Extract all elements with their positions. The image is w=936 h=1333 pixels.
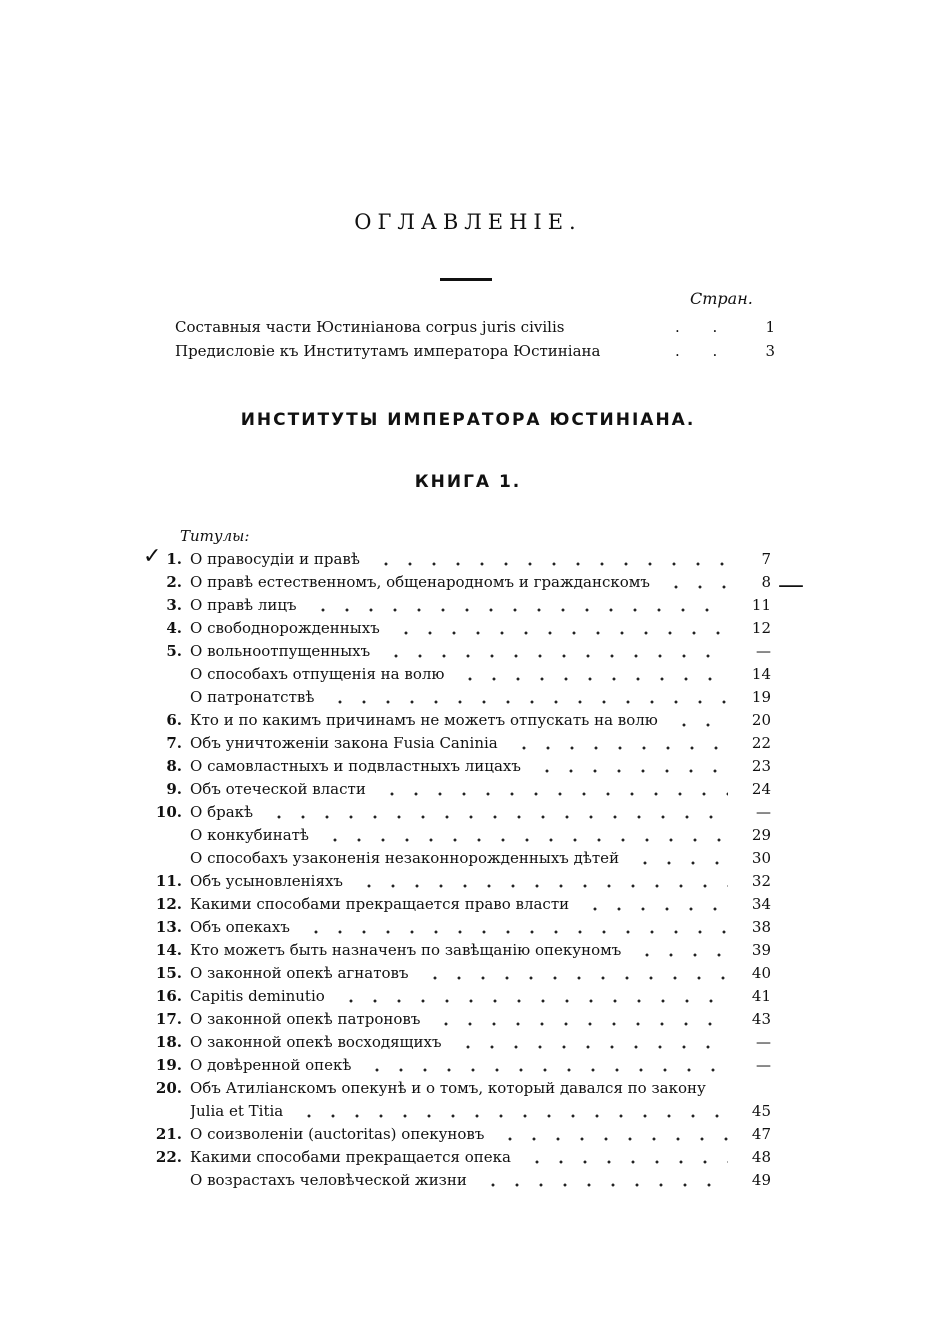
dot-leader (458, 663, 728, 686)
toc-entry (0, 801, 936, 824)
entry-page: 47 (751, 1125, 771, 1143)
dot-fill (267, 814, 728, 820)
dot-leader (304, 916, 728, 939)
entry-number: 17. (155, 1010, 182, 1028)
entry-number: 1. (166, 550, 182, 568)
entry-text: О конкубинатѣ (190, 826, 309, 844)
entry-text: Capitis deminutio (190, 987, 325, 1005)
entry-page: 39 (751, 941, 771, 959)
titles-label: Титулы: (180, 527, 250, 545)
dot-fill (423, 975, 728, 981)
entry-text: О самовластныхъ и подвластныхъ лицахъ (190, 757, 521, 775)
toc-entry (0, 985, 936, 1008)
dot-leader (339, 985, 728, 1008)
toc-entry (0, 709, 936, 732)
dot-fill (357, 883, 728, 889)
entry-page: — (756, 642, 771, 660)
dot-fill (339, 998, 728, 1004)
dot-leader (323, 824, 728, 847)
entry-text: О законной опекѣ агнатовъ (190, 964, 409, 982)
toc-entry (0, 778, 936, 801)
entry-text: О правѣ лицъ (190, 596, 297, 614)
entry-text: О свободнорожденныхъ (190, 619, 380, 637)
entry-text: О бракѣ (190, 803, 254, 821)
dot-fill (498, 1136, 728, 1142)
entry-text: О соизволеніи (auctoritas) опекуновъ (190, 1125, 485, 1143)
title-divider (440, 278, 492, 281)
toc-entry (0, 571, 936, 594)
dot-leader: . . (675, 318, 732, 336)
entry-text: О способахъ узаконенія незаконнорожденныхъ дѣтей (190, 849, 620, 867)
dot-fill (380, 791, 728, 797)
toc-entry (0, 617, 936, 640)
toc-entry (0, 893, 936, 916)
dot-leader (512, 732, 728, 755)
entry-text: О патронатствѣ (190, 688, 315, 706)
entry-page: 34 (751, 895, 771, 913)
toc-entry (0, 1054, 936, 1077)
entry-number: 8. (166, 757, 182, 775)
dot-leader (357, 870, 728, 893)
entry-page: 12 (751, 619, 771, 637)
dot-leader (380, 778, 728, 801)
dot-fill (525, 1159, 728, 1165)
entry-text: О законной опекѣ восходящихъ (190, 1033, 442, 1051)
toc-entry (0, 1100, 936, 1123)
toc-entry (0, 962, 936, 985)
entry-number: 12. (155, 895, 182, 913)
dot-leader (434, 1008, 728, 1031)
dot-leader (394, 617, 728, 640)
entry-page: 48 (751, 1148, 771, 1166)
entry-page: 14 (751, 665, 771, 683)
toc-entry (0, 1008, 936, 1031)
dot-leader (635, 939, 728, 962)
dot-fill (328, 699, 728, 705)
dot-fill (374, 561, 728, 567)
dot-fill (394, 630, 728, 636)
dot-leader (664, 571, 728, 594)
entry-number: 6. (166, 711, 182, 729)
entry-page: 7 (761, 550, 771, 568)
entry-number: 22. (155, 1148, 182, 1166)
dot-fill (304, 929, 728, 935)
book-heading: КНИГА 1. (414, 472, 522, 492)
dot-leader (583, 893, 728, 916)
entry-number: 3. (166, 596, 182, 614)
entry-page: 30 (751, 849, 771, 867)
toc-entry (0, 1077, 936, 1100)
entry-text: Кто можетъ быть назначенъ по завѣщанію опекуномъ (190, 941, 622, 959)
dot-fill (583, 906, 728, 912)
entry-text: О вольноотпущенныхъ (190, 642, 371, 660)
toc-entry (0, 870, 936, 893)
entry-number: 13. (155, 918, 182, 936)
entry-page: 20 (751, 711, 771, 729)
entry-page: 40 (751, 964, 771, 982)
entry-text: Составныя части Юстиніанова corpus juris civilis (175, 318, 565, 336)
dot-fill (434, 1021, 728, 1027)
dot-leader (535, 755, 728, 778)
dot-fill (456, 1044, 728, 1050)
toc-entry (0, 824, 936, 847)
toc-entry (0, 916, 936, 939)
entry-page: 29 (751, 826, 771, 844)
entry-text: Объ усыновленіяхъ (190, 872, 343, 890)
dot-fill (672, 722, 728, 728)
entry-page: 38 (751, 918, 771, 936)
toc-entry (0, 1031, 936, 1054)
toc-entry (0, 847, 936, 870)
dot-fill (365, 1067, 728, 1073)
entry-page: 8 (761, 573, 771, 591)
entry-page: 24 (751, 780, 771, 798)
entry-text: Предисловіе къ Институтамъ императора Юстиніана (175, 342, 601, 360)
dot-fill (664, 584, 728, 590)
dot-fill (384, 653, 728, 659)
entry-text: Какими способами прекращается опека (190, 1148, 511, 1166)
entry-page: 23 (751, 757, 771, 775)
entry-number: 18. (155, 1033, 182, 1051)
entry-number: 16. (155, 987, 182, 1005)
toc-entry (0, 594, 936, 617)
toc-entry (0, 1146, 936, 1169)
toc-entry (0, 1123, 936, 1146)
entry-text: О довѣренной опекѣ (190, 1056, 352, 1074)
margin-dash-mark: — (778, 570, 804, 600)
dot-leader (384, 640, 728, 663)
dot-fill (323, 837, 728, 843)
dot-leader (498, 1123, 728, 1146)
dot-leader: . . (675, 342, 732, 360)
dot-fill (458, 676, 728, 682)
entry-page: — (756, 803, 771, 821)
dot-leader (525, 1146, 728, 1169)
dot-fill (633, 860, 728, 866)
dot-fill (311, 607, 728, 613)
page-column-label: Стран. (690, 289, 753, 308)
entry-page: 32 (751, 872, 771, 890)
entry-page: 3 (765, 342, 775, 360)
dot-leader (297, 1100, 728, 1123)
entry-number: 7. (166, 734, 182, 752)
entry-text: О возрастахъ человѣческой жизни (190, 1171, 467, 1189)
dot-leader (633, 847, 728, 870)
dot-leader (423, 962, 728, 985)
entry-page: 41 (751, 987, 771, 1005)
table-of-contents (0, 548, 936, 1192)
entry-text: О правосудіи и правѣ (190, 550, 360, 568)
toc-entry (0, 686, 936, 709)
entry-text: Объ отеческой власти (190, 780, 366, 798)
entry-number: 20. (155, 1079, 182, 1097)
dot-fill (297, 1113, 728, 1119)
entry-text: Объ уничтоженіи закона Fusia Caninia (190, 734, 498, 752)
dot-leader (267, 801, 728, 824)
dot-fill (512, 745, 728, 751)
toc-entry (0, 1169, 936, 1192)
entry-text: Объ Атиліанскомъ опекунѣ и о томъ, который давался по закону (190, 1079, 706, 1097)
toc-entry (0, 663, 936, 686)
dot-fill (635, 952, 728, 958)
dot-leader (328, 686, 728, 709)
dot-fill (481, 1182, 728, 1188)
entry-number: 15. (155, 964, 182, 982)
toc-entry (0, 732, 936, 755)
entry-page: — (756, 1033, 771, 1051)
entry-number: 14. (155, 941, 182, 959)
entry-page: 45 (751, 1102, 771, 1120)
entry-text: Julia et Titia (190, 1102, 284, 1120)
entry-number: 21. (155, 1125, 182, 1143)
dot-leader (481, 1169, 728, 1192)
entry-number: 9. (166, 780, 182, 798)
dot-fill (535, 768, 728, 774)
dot-leader (365, 1054, 728, 1077)
entry-number: 5. (166, 642, 182, 660)
entry-number: 19. (155, 1056, 182, 1074)
toc-entry (0, 548, 936, 571)
entry-text: О правѣ естественномъ, общенародномъ и гражданскомъ (190, 573, 650, 591)
entry-number: 2. (166, 573, 182, 591)
section-heading: ИНСТИТУТЫ ИМПЕРАТОРА ЮСТИНІАНА. (240, 410, 696, 430)
entry-page: 22 (751, 734, 771, 752)
toc-entry (0, 755, 936, 778)
entry-page: 49 (751, 1171, 771, 1189)
entry-text: Какими способами прекращается право власти (190, 895, 570, 913)
toc-entry (0, 640, 936, 663)
entry-page: 11 (751, 596, 771, 614)
entry-text: О способахъ отпущенія на волю (190, 665, 445, 683)
page-title: ОГЛАВЛЕНІЕ. (354, 210, 582, 234)
dot-leader (672, 709, 728, 732)
entry-text: О законной опекѣ патроновъ (190, 1010, 421, 1028)
entry-number: 4. (166, 619, 182, 637)
entry-page: 1 (765, 318, 775, 336)
entry-number: 10. (155, 803, 182, 821)
entry-text: Объ опекахъ (190, 918, 290, 936)
entry-page: — (756, 1056, 771, 1074)
check-mark: ✓ (143, 544, 162, 569)
toc-entry (0, 939, 936, 962)
dot-leader (374, 548, 728, 571)
dot-leader (311, 594, 728, 617)
entry-page: 43 (751, 1010, 771, 1028)
entry-page: 19 (751, 688, 771, 706)
entry-number: 11. (155, 872, 182, 890)
dot-leader (456, 1031, 728, 1054)
entry-text: Кто и по какимъ причинамъ не можетъ отпускать на волю (190, 711, 658, 729)
